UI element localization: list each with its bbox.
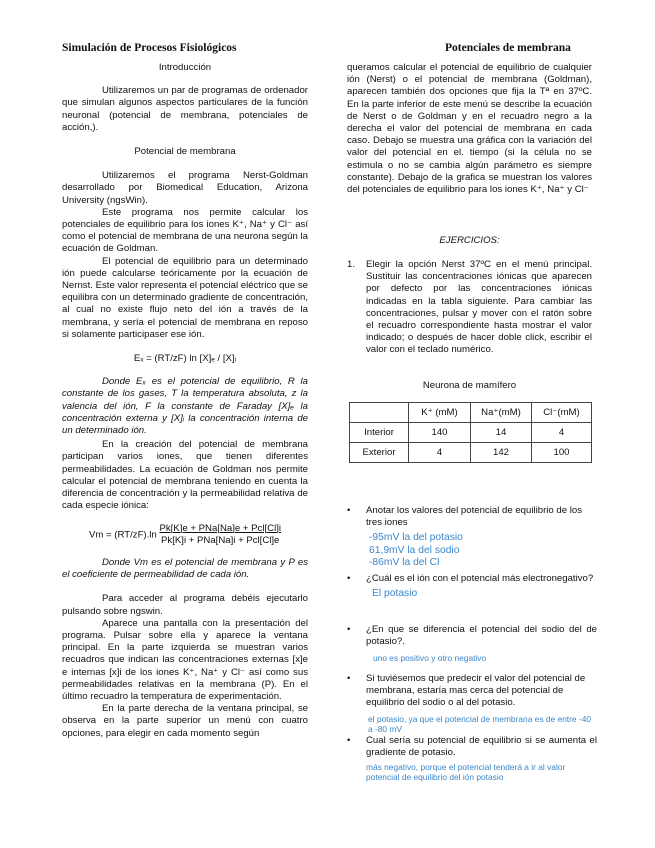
nernst-equation: Eₓ = (RT/zF) ln [X]ₑ / [X]ᵢ (133, 353, 237, 365)
table-cell: 140 (409, 423, 471, 443)
table-header-cell (350, 403, 409, 423)
table-header-row (350, 403, 592, 423)
nernst-description: Donde Eₓ es el potencial de equilibrio, R la constante de los gases, T la temperatura absoluta, z la valencia del ión, F la constante de Faraday [X]ₑ la concentración externa y [X]ᵢ la concentración interna de un determinado ión. (62, 376, 308, 437)
exercise-item-1 (347, 259, 592, 357)
paragraph: En la creación del potencial de membrana participan varios iones, que tienen diferentes permeabilidades. La ecuación de Goldman nos permite calcular el potencial de membrana teniendo en cuenta la diferencia de concentración y la permeabilidad relativa de cada especie iónica: (62, 439, 308, 512)
bullet-icon: • (347, 735, 351, 746)
table-cell: Exterior (350, 443, 409, 463)
table-cell: 142 (471, 443, 532, 463)
table-title: Neurona de mamífero (422, 380, 517, 391)
paragraph: Para acceder al programa debéis ejecutarlo pulsando sobre ngswin. (62, 593, 308, 617)
table-row (350, 423, 592, 443)
bullet-item (347, 673, 597, 734)
bullet-question: ¿Cuál es el ión con el potencial más electronegativo? (366, 573, 594, 584)
paragraph: El potencial de equilibrio para un determinado ión puede calcularse teóricamente por la ecuación de Nernst. Este valor representa el potencial eléctrico que se equilibra con un determinado gradiente de concentración, al cual no existe flujo neto del ión a través de la membrana, y sería el potencial de membrana en reposo si solamente participaser ese ión. (62, 255, 308, 340)
item-text: Elegir la opción Nerst 37ºC en el menú principal. Sustituir las concentraciones iónicas que aparecen por defecto por las concentraciones iónicas indicadas en la tabla siguiente. Para cambiar las concentraciones, pulsar y mover con el ratón sobre el recuadro correspondiente hasta mostrar el valor indicado; o después de hacer doble click, escribir el valor con el teclado numérico. (366, 259, 592, 356)
table-cell: 4 (409, 443, 471, 463)
bullet-question: Anotar los valores del potencial de equilibrio de los tres iones (366, 505, 582, 529)
bullet-answer (369, 532, 597, 570)
intro-heading: Introducción (158, 62, 212, 73)
goldman-numerator: Pk[K]e + PNa[Na]e + Pcl[Cl]i (159, 522, 282, 534)
potencial-heading: Potencial de membrana (134, 146, 236, 158)
bullet-item (347, 505, 597, 570)
answer-line: 61,9mV la del sodio (369, 544, 460, 556)
right-column-continuation: queramos calcular el potencial de equilibrio de cualquier ión (Nerst) o el potencial de membrana (Goldman), aparecen también dos opciones que fija la Tª en 37ºC. En la parte inferior de este menú se describe la ecuación de Nerst o de Goldman y en el recuadro negro a la derecha el valor del potencial de membrana en cada caso. Debajo se muestra una gráfica con la variación del valor del potencial en el. tiempo (si la célula no se estimula o no se cambia algún parámetro es siempre constante). Debajo de la grafica se muestran los valores del potenciales de equilibrio para los iones K⁺, Na⁺ y Cl⁻ (347, 62, 592, 196)
bullet-icon: • (347, 505, 351, 516)
goldman-fraction (159, 523, 281, 547)
bullet-answer: El potasio (372, 588, 418, 600)
table-cell: 100 (532, 443, 592, 463)
bullet-icon: • (347, 624, 351, 635)
bullet-question: ¿En que se diferencia el potencial del sodio del de potasio?. (366, 624, 597, 648)
answer-line: -95mV la del potasio (369, 532, 463, 544)
answer-line: -86mV la del Cl (369, 557, 440, 569)
ejercicios-heading: EJERCICIOS: (439, 235, 500, 246)
paragraph: En la parte derecha de la ventana principal, se observa en la parte superior un menú con cuatro opciones, para elegir en cada momento según (62, 703, 308, 739)
left-column (62, 62, 308, 740)
bullet-answer: el potasio, ya que el potencial de membrana es de entre -40 a -80 mV (368, 713, 592, 734)
table-cell: Interior (350, 423, 409, 443)
concentration-table (349, 402, 592, 463)
bullet-question: Si tuviésemos que predecir el valor del potencial de membrana, estaría mas cerca del potencial de equilibrio del sodio o al del potasio. (366, 673, 586, 709)
table-header-cell: K⁺ (mM) (409, 403, 471, 423)
goldman-lhs: Vm = (RT/zF).ln (88, 529, 157, 541)
bullet-answer: uno es positivo y otro negativo (373, 653, 487, 664)
bullet-answer: más negativo, porque el potencial tenderá a ir al valor potencial de equilibrio del ión potasio (366, 762, 566, 783)
bullet-item (347, 624, 597, 665)
table-row (350, 443, 592, 463)
paragraph: Este programa nos permite calcular los potenciales de equilibrio para los iones K⁺, Na⁺ y Cl⁻ así como el potencial de membrana de una neurona según la ecuación de Goldman. (62, 206, 308, 255)
table-cell: 4 (532, 423, 592, 443)
goldman-description: Donde Vm es el potencial de membrana y P es el coeficiente de permeabilidad de cada ión. (62, 556, 308, 581)
table-header-cell: Cl⁻(mM) (532, 403, 592, 423)
paragraph: Aparece una pantalla con la presentación del programa. Pulsar sobre ella y aparece la ventana principal. En la parte izquierda se muestran varios recuadros que indican las concentraciones externas [x]e e internas [x]i de los iones K⁺, Na⁺ y Cl⁻ así como sus permeabilidades relativas en la membrana (P). En el último recuadro la temperatura de experimentación. (62, 617, 308, 702)
bullet-question: Cual sería su potencial de equilibrio si se aumenta el gradiente de potasio. (366, 735, 597, 759)
bullet-item (347, 573, 597, 600)
table-cell: 14 (471, 423, 532, 443)
goldman-denominator: Pk[K]i + PNa[Na]i + Pcl[Cl]e (161, 534, 280, 546)
section-title: Potenciales de membrana (445, 42, 571, 54)
goldman-equation (62, 523, 308, 547)
intro-paragraph: Utilizaremos un par de programas de ordenador que simulan algunos aspectos particulares de la función neuronal (potencial de membrana, potenciales de acción,). (62, 85, 308, 133)
bullet-item (347, 735, 597, 782)
table-header-cell: Na⁺(mM) (471, 403, 532, 423)
item-number: 1. (347, 259, 356, 270)
document-title: Simulación de Procesos Fisiológicos (62, 42, 237, 54)
paragraph: Utilizaremos el programa Nerst-Goldman desarrollado por Biomedical Education, Arizona University (ngsWin). (62, 170, 308, 206)
bullet-icon: • (347, 573, 351, 584)
bullet-icon: • (347, 673, 351, 684)
